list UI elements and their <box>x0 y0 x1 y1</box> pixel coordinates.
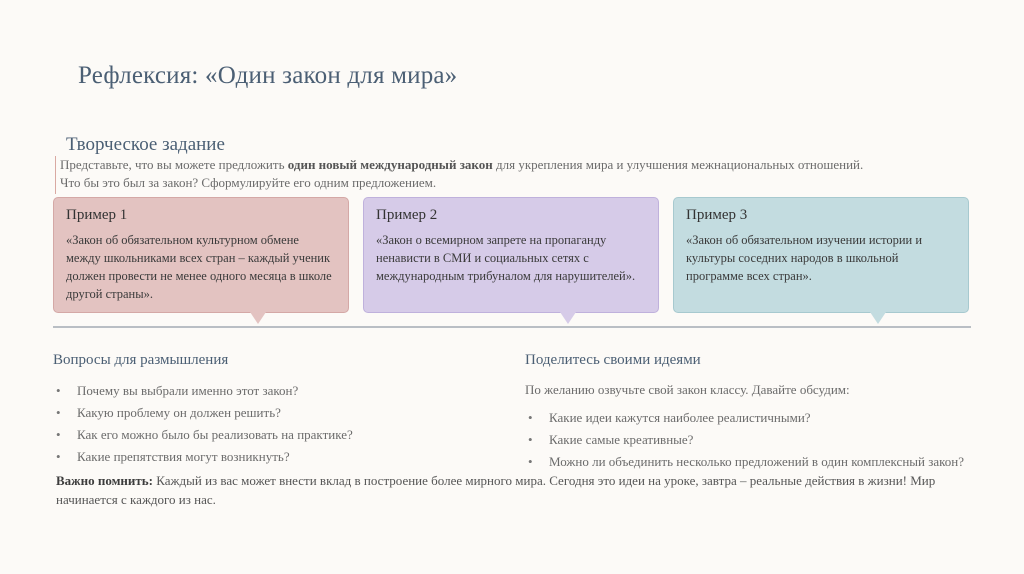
list-item <box>53 426 353 448</box>
list-item-text: Почему вы выбрали именно этот закон? <box>77 383 299 398</box>
bullet-icon: • <box>56 449 61 464</box>
example-text: «Закон об обязательном культурном обмене между школьниками всех стран – каждый ученик должен провести не менее одного месяца в школе другой страны». <box>66 233 332 301</box>
share-list <box>525 409 964 475</box>
example-text: «Закон об обязательном изучении истории и культуры соседних народов в школьной программе всех стран». <box>686 233 923 283</box>
callout-tail <box>870 312 886 324</box>
example-card-2 <box>363 197 659 313</box>
example-text: «Закон о всемирном запрете на пропаганду ненависти в СМИ и социальных сетях с международным трибуналом для нарушителей». <box>376 233 636 283</box>
share-intro: По желанию озвучьте свой закон классу. Давайте обсудим: <box>525 382 850 397</box>
list-item-text: Можно ли объединить несколько предложений в один комплексный закон? <box>549 454 965 469</box>
list-item <box>53 404 353 426</box>
list-item-text: Какую проблему он должен решить? <box>77 405 281 420</box>
questions-list <box>53 382 353 470</box>
list-item-text: Какие препятствия могут возникнуть? <box>77 449 290 464</box>
intro-text-2: для укрепления мира и улучшения межнациональных отношений. <box>492 157 864 172</box>
note-text: Каждый из вас может внести вклад в построение более мирного мира. Сегодня это идеи на уроке, завтра – реальные действия в жизни! Мир начинается с каждого из нас. <box>56 473 936 507</box>
example-card-3 <box>673 197 969 313</box>
bullet-icon: • <box>56 427 61 442</box>
slide-title: Рефлексия: «Один закон для мира» <box>78 62 458 89</box>
task-intro <box>60 156 990 192</box>
list-item-text: Какие самые креативные? <box>549 432 694 447</box>
list-item <box>525 409 964 431</box>
bullet-icon: • <box>528 454 533 469</box>
questions-heading: Вопросы для размышления <box>53 352 229 368</box>
callout-tail <box>250 312 266 324</box>
example-card-1 <box>53 197 349 313</box>
bullet-icon: • <box>528 432 533 447</box>
intro-text-1: Представьте, что вы можете предложить <box>60 157 288 172</box>
section-subtitle: Творческое задание <box>66 134 225 155</box>
example-title: Пример 1 <box>66 207 128 223</box>
horizontal-divider <box>53 326 971 328</box>
important-note <box>56 471 976 509</box>
example-title: Пример 2 <box>376 207 438 223</box>
intro-bold: один новый международный закон <box>287 157 493 172</box>
intro-text-3: Что бы это был за закон? Сформулируйте его одним предложением. <box>60 175 437 190</box>
bullet-icon: • <box>56 405 61 420</box>
accent-divider <box>55 156 56 194</box>
note-label: Важно помнить: <box>56 473 154 488</box>
share-heading: Поделитесь своими идеями <box>525 352 701 368</box>
list-item-text: Как его можно было бы реализовать на практике? <box>77 427 353 442</box>
bullet-icon: • <box>56 383 61 398</box>
callout-tail <box>560 312 576 324</box>
bullet-icon: • <box>528 410 533 425</box>
example-title: Пример 3 <box>686 207 748 223</box>
list-item <box>525 431 964 453</box>
list-item <box>53 382 353 404</box>
list-item <box>53 448 353 470</box>
list-item-text: Какие идеи кажутся наиболее реалистичными? <box>549 410 811 425</box>
